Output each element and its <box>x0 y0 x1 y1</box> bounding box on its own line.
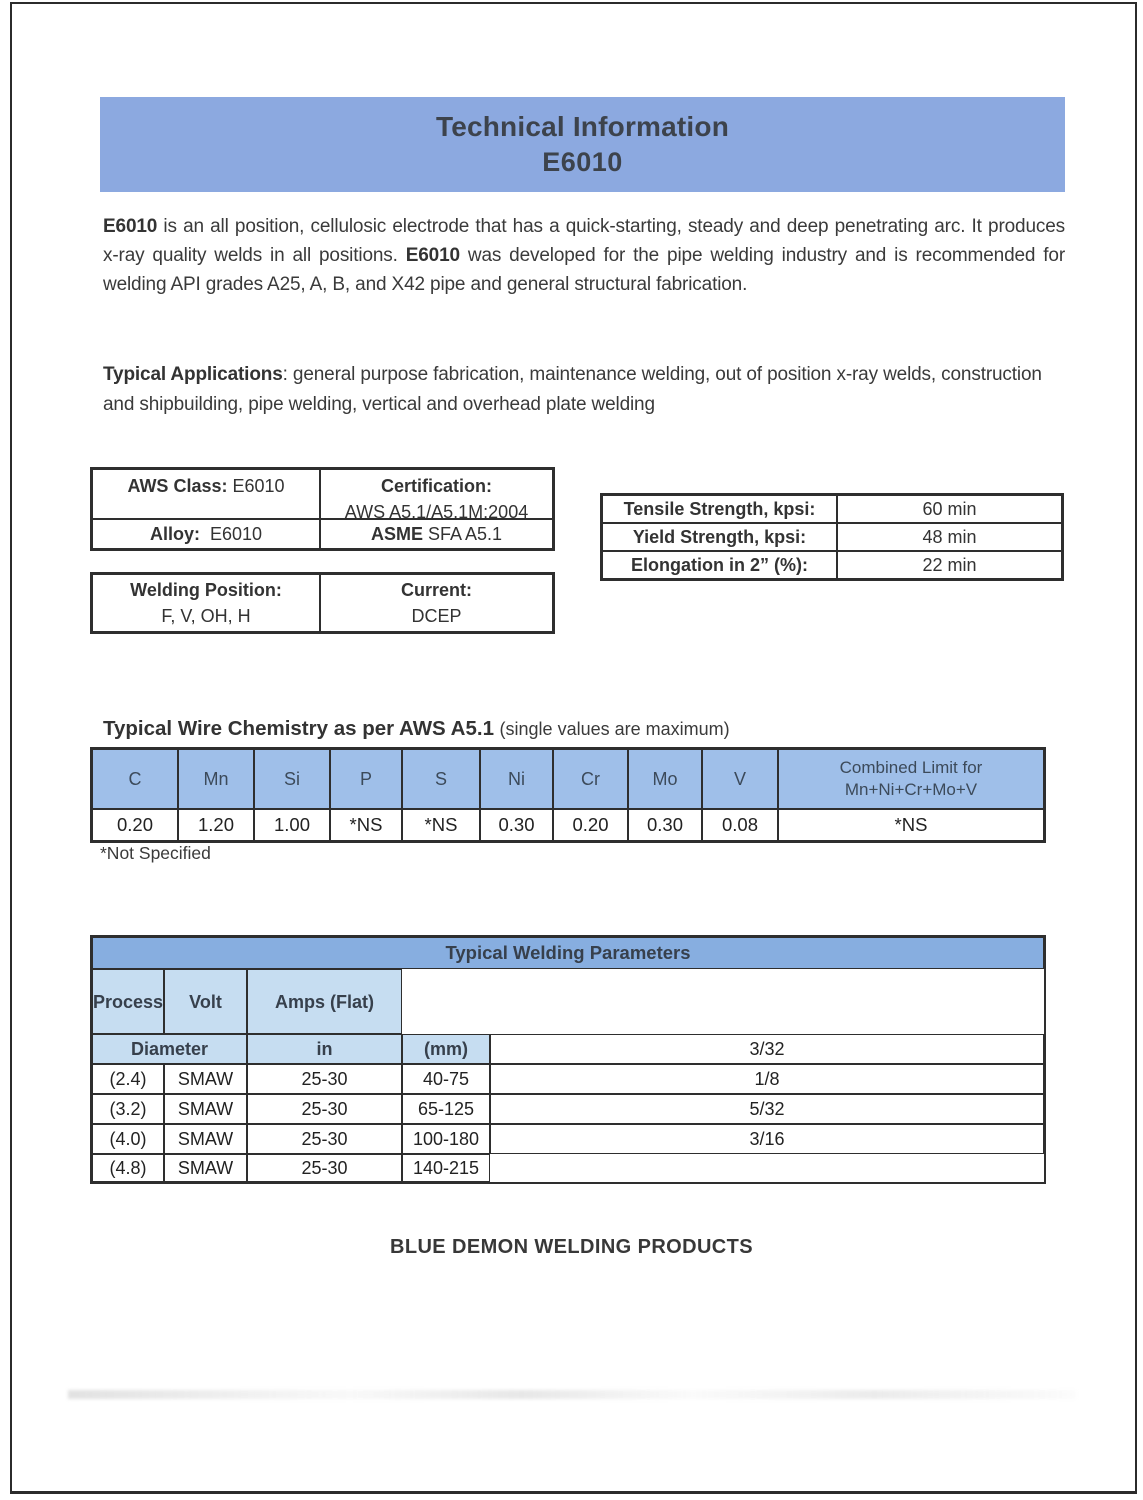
params-sub-mm: (mm) <box>402 1034 490 1064</box>
aws-class-value: E6010 <box>232 476 285 496</box>
current-cell <box>320 574 553 632</box>
asme-line <box>371 521 502 547</box>
params-row0-mm: (2.4) <box>92 1064 164 1094</box>
params-row3-in: 3/16 <box>490 1124 1044 1154</box>
params-row2-amps: 100-180 <box>402 1124 490 1154</box>
footer-brand-text: BLUE DEMON WELDING PRODUCTS <box>389 1236 754 1258</box>
tensile-label: Tensile Strength, kpsi: <box>602 495 837 523</box>
aws-class-line <box>127 473 284 499</box>
params-row3-process: SMAW <box>164 1154 247 1182</box>
chem-val-v: 0.08 <box>702 809 778 841</box>
chemistry-table <box>90 747 1046 843</box>
certification-cell <box>320 469 553 522</box>
chem-val-ni: 0.30 <box>480 809 553 841</box>
params-row2-process: SMAW <box>164 1124 247 1154</box>
mechanical-properties-table <box>600 493 1064 581</box>
params-process-header: Process <box>92 969 164 1034</box>
chem-col-c: C <box>92 749 178 809</box>
params-sub-in: in <box>247 1034 402 1064</box>
alloy-label: Alloy: <box>149 524 200 544</box>
chem-col-p: P <box>330 749 402 809</box>
params-row2-volt: 25-30 <box>247 1124 402 1154</box>
elongation-value: 22 min <box>837 551 1062 579</box>
alloy-value: E6010 <box>209 524 263 544</box>
params-volt-header: Volt <box>164 969 247 1034</box>
alloy-line <box>150 521 262 547</box>
chem-col-combined <box>778 749 1044 809</box>
intro-text-1: is an all position, cellulosic electrode that has a quick-starting, steady and deep penetrating arc. It produces x-ray quality welds in all positions. <box>103 216 1065 266</box>
asme-label: ASME <box>370 524 423 544</box>
chem-col-mn: Mn <box>178 749 254 809</box>
chem-col-ni: Ni <box>480 749 553 809</box>
document-header <box>100 97 1065 192</box>
intro-bold-2: E6010 <box>405 245 460 266</box>
params-row0-amps: 40-75 <box>402 1064 490 1094</box>
chem-val-s: *NS <box>402 809 480 841</box>
params-row0-in: 3/32 <box>490 1034 1044 1064</box>
welding-position-label: Welding Position: <box>130 580 282 600</box>
certification-value: AWS A5.1/A5.1M:2004 <box>344 502 529 522</box>
alloy-cell <box>92 519 320 549</box>
intro-text-2: was developed for the pipe welding industry and is recommended for welding API grades A25, A, B, and X42 pipe and general structural fabrication. <box>103 245 1065 295</box>
intro-bold-1: E6010 <box>103 216 158 237</box>
params-row1-mm: (3.2) <box>92 1094 164 1124</box>
applications-label: Typical Applications <box>103 364 283 385</box>
class-cert-table <box>90 467 555 551</box>
chem-combined-line1: Combined Limit for <box>839 758 983 777</box>
applications-paragraph <box>103 360 1065 420</box>
intro-paragraph <box>103 212 1065 299</box>
chem-col-cr: Cr <box>553 749 628 809</box>
elongation-label: Elongation in 2” (%): <box>602 551 837 579</box>
current-value: DCEP <box>411 606 462 626</box>
chemistry-heading <box>103 717 1065 741</box>
params-row1-volt: 25-30 <box>247 1094 402 1124</box>
welding-position-cell <box>92 574 320 632</box>
chemistry-heading-note: (single values are maximum) <box>499 719 730 739</box>
params-row3-volt: 25-30 <box>247 1154 402 1182</box>
params-row3-mm: (4.8) <box>92 1154 164 1182</box>
aws-class-cell <box>92 469 320 519</box>
params-title: Typical Welding Parameters <box>92 937 1044 969</box>
chem-val-mo: 0.30 <box>628 809 702 841</box>
scan-artifact-band <box>68 1390 1076 1399</box>
chem-col-v: V <box>702 749 778 809</box>
params-row1-in: 1/8 <box>490 1064 1044 1094</box>
yield-value: 48 min <box>837 523 1062 551</box>
params-row1-process: SMAW <box>164 1094 247 1124</box>
certification-label: Certification: <box>380 476 492 496</box>
chem-combined-line2: Mn+Ni+Cr+Mo+V <box>844 780 978 799</box>
chem-val-mn: 1.20 <box>178 809 254 841</box>
chem-val-c: 0.20 <box>92 809 178 841</box>
params-row0-volt: 25-30 <box>247 1064 402 1094</box>
params-row2-in: 5/32 <box>490 1094 1044 1124</box>
welding-position-value: F, V, OH, H <box>161 606 251 626</box>
header-title-line1: Technical Information <box>435 111 730 142</box>
asme-cell <box>320 519 553 549</box>
chem-col-s: S <box>402 749 480 809</box>
applications-text: : general purpose fabrication, maintenance welding, out of position x-ray welds, construction and shipbuilding, pipe welding, vertical and overhead plate welding <box>103 364 1042 415</box>
params-row3-amps: 140-215 <box>402 1154 490 1182</box>
chemistry-footnote: *Not Specified <box>100 843 211 863</box>
chem-col-si: Si <box>254 749 330 809</box>
params-row1-amps: 65-125 <box>402 1094 490 1124</box>
params-row0-process: SMAW <box>164 1064 247 1094</box>
yield-label: Yield Strength, kpsi: <box>602 523 837 551</box>
tensile-value: 60 min <box>837 495 1062 523</box>
asme-value: SFA A5.1 <box>427 524 503 544</box>
header-title-line2: E6010 <box>542 147 623 177</box>
welding-parameters-table <box>90 935 1046 1184</box>
chemistry-heading-bold: Typical Wire Chemistry as per AWS A5.1 <box>103 717 494 740</box>
params-diameter-header: Diameter <box>92 1034 247 1064</box>
position-current-table <box>90 572 555 634</box>
chem-val-si: 1.00 <box>254 809 330 841</box>
current-label: Current: <box>401 580 472 600</box>
chem-col-mo: Mo <box>628 749 702 809</box>
chem-val-p: *NS <box>330 809 402 841</box>
params-amps-header: Amps (Flat) <box>247 969 402 1034</box>
chem-val-cr: 0.20 <box>553 809 628 841</box>
chem-val-combined: *NS <box>778 809 1044 841</box>
params-row2-mm: (4.0) <box>92 1124 164 1154</box>
aws-class-label: AWS Class: <box>127 476 228 496</box>
